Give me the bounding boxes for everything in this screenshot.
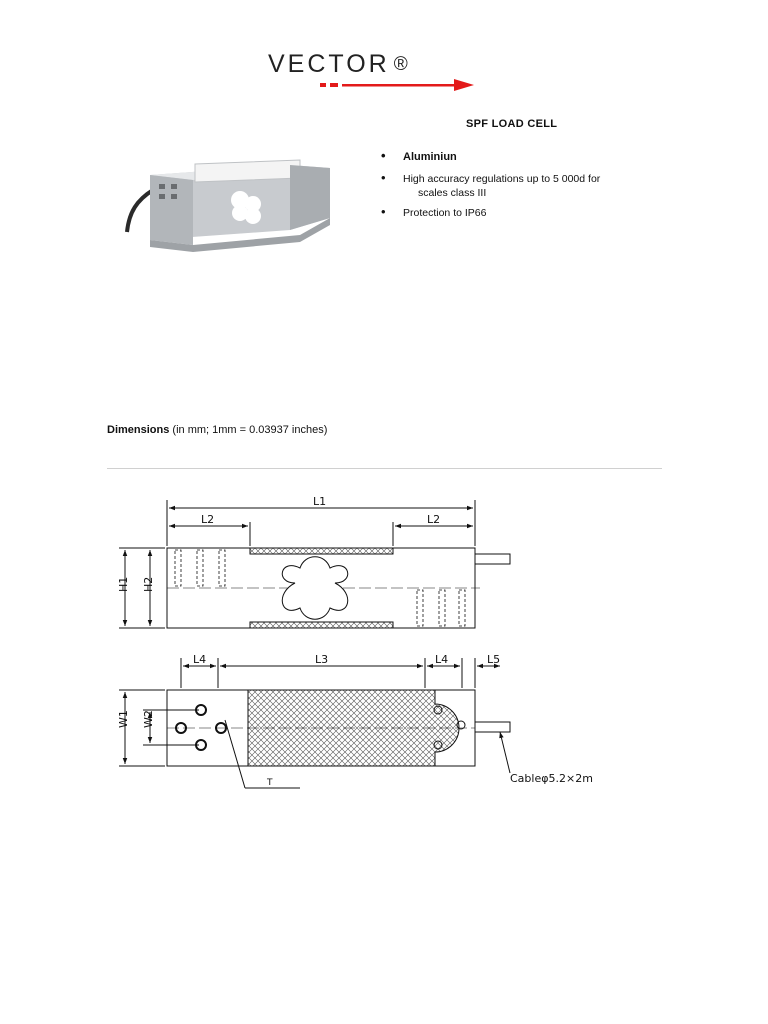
feature-item-protection: • Protection to IP66 (378, 206, 678, 220)
label-h2: H2 (142, 576, 155, 592)
top-view (119, 658, 510, 788)
dimensions-heading (107, 424, 327, 436)
divider (107, 468, 662, 469)
label-h1: H1 (117, 576, 130, 592)
feature-accuracy-line1: High accuracy regulations up to 5 000d for (403, 173, 601, 185)
logo-arrow-icon (320, 78, 480, 94)
label-cable: Cableφ5.2×2m (510, 772, 593, 785)
label-l2-right: L2 (427, 513, 441, 526)
registered-mark: ® (393, 54, 409, 75)
feature-item-material: • Aluminiun (378, 150, 678, 164)
side-view (119, 500, 510, 628)
label-l1: L1 (313, 495, 327, 508)
product-title: SPF LOAD CELL (466, 118, 558, 130)
label-t: T (267, 778, 273, 788)
label-l2-left: L2 (201, 513, 215, 526)
feature-accuracy-line2: scales class III (418, 187, 487, 199)
label-w2: W2 (142, 710, 155, 728)
label-l4-right: L4 (435, 653, 449, 666)
dimensions-label: Dimensions (107, 424, 170, 436)
feature-list (378, 150, 678, 226)
feature-item-accuracy (378, 172, 678, 200)
dimensions-note: (in mm; 1mm = 0.03937 inches) (169, 424, 328, 436)
label-l5: L5 (487, 653, 501, 666)
dimension-drawing (105, 488, 625, 798)
vector-logo (268, 50, 488, 94)
logo-wordmark: VECTOR ® (268, 50, 409, 78)
label-l4-left: L4 (193, 653, 207, 666)
label-w1: W1 (117, 710, 130, 728)
load-cell-photo (125, 140, 355, 280)
label-l3: L3 (315, 653, 329, 666)
